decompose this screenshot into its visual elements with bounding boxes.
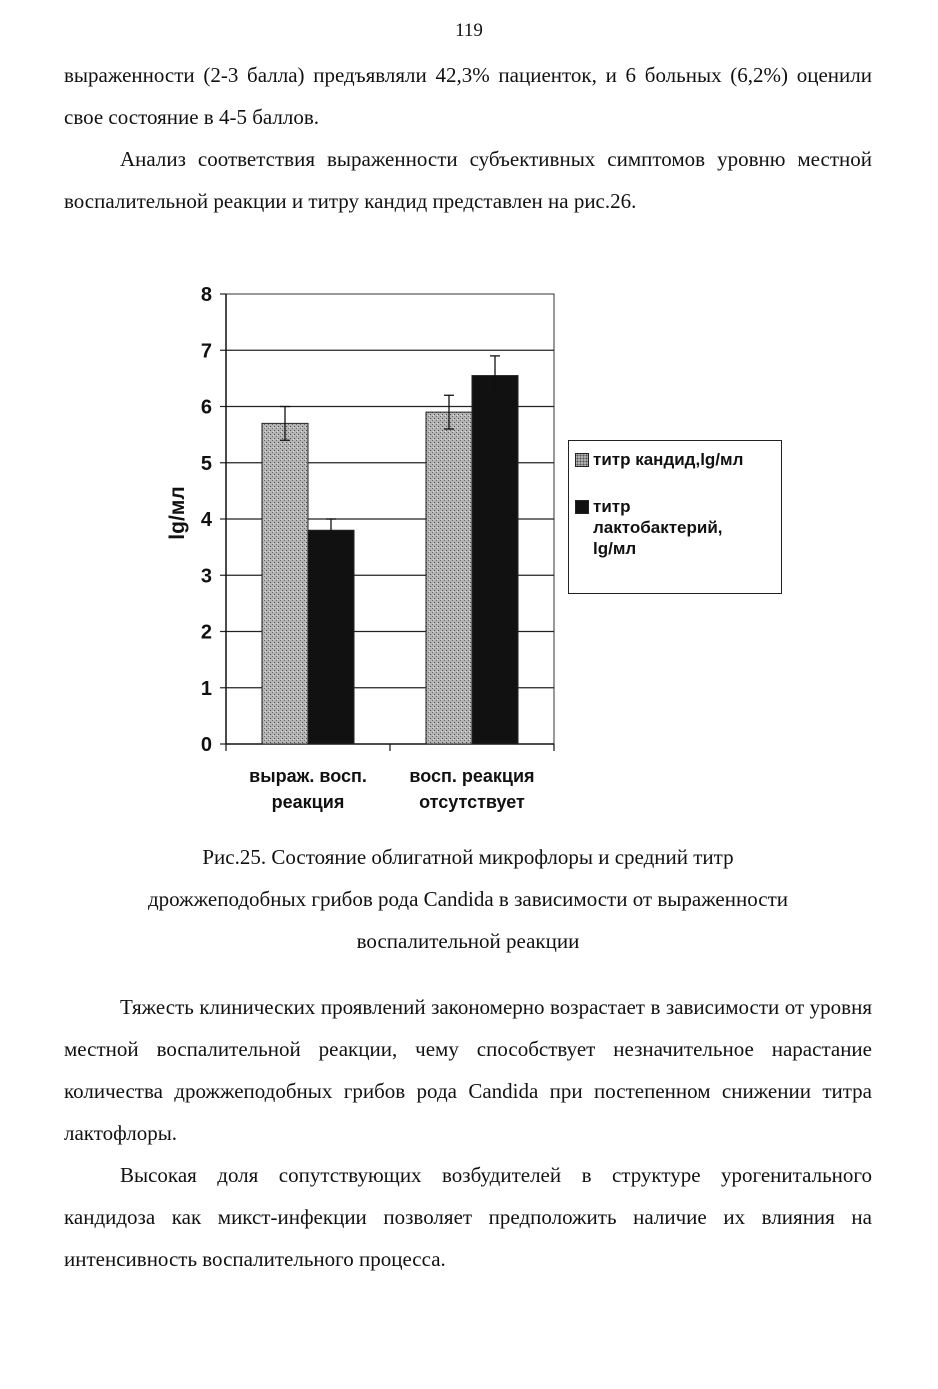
legend-swatch-candida xyxy=(575,453,589,467)
paragraph-share xyxy=(64,1154,872,1280)
y-tick-label: 3 xyxy=(200,565,212,588)
y-tick-label: 5 xyxy=(200,452,212,475)
x-category-label: выраж. восп. xyxy=(249,766,367,786)
x-category-label: реакция xyxy=(271,792,345,812)
figure-caption xyxy=(64,836,872,962)
figure-chart xyxy=(150,270,800,830)
y-axis-label: lg/мл xyxy=(166,486,189,540)
bar-lacto xyxy=(472,376,518,744)
paragraph-analysis xyxy=(64,138,872,222)
legend-item-candida xyxy=(575,449,775,470)
caption-line-2: дрожжеподобных грибов рода Candida в зависимости от выраженности xyxy=(148,887,788,911)
bar-candida xyxy=(262,423,308,744)
bar-lacto xyxy=(308,530,354,744)
legend-label-lacto-line-2: лактобактерий, xyxy=(593,518,723,537)
y-tick-label: 0 xyxy=(200,734,212,756)
paragraph-severity xyxy=(64,986,872,1154)
paragraph-share-text: Высокая доля сопутствующих возбудителей в структуре урогенитального кандидоза как микст-инфекции позволяет предположить наличие их влияния на интенсивность воспалительного процесса. xyxy=(64,1163,872,1271)
legend-item-lacto xyxy=(575,496,775,559)
legend-label-lacto-line-1: титр xyxy=(593,497,631,516)
chart-legend xyxy=(568,440,782,594)
y-tick-label: 7 xyxy=(200,340,212,363)
legend-label-lacto xyxy=(593,496,723,559)
y-tick-label: 4 xyxy=(200,509,212,531)
y-tick-label: 2 xyxy=(200,621,212,644)
y-tick-label: 8 xyxy=(200,284,212,306)
y-tick-label: 1 xyxy=(200,677,212,700)
paragraph-analysis-text: Анализ соответствия выраженности субъективных симптомов уровню местной воспалительной реакции и титру кандид представлен на рис.26. xyxy=(64,147,872,213)
bar-candida xyxy=(426,412,472,744)
page-number: 119 xyxy=(455,20,483,41)
paragraph-top-text: выраженности (2-3 балла) предъявляли 42,3% пациенток, и 6 больных (6,2%) оценили свое состояние в 4-5 баллов. xyxy=(64,63,872,129)
paragraph-top xyxy=(64,54,872,138)
x-category-label: восп. реакция xyxy=(409,766,535,786)
y-tick-label: 6 xyxy=(200,396,212,419)
caption-line-1: Рис.25. Состояние облигатной микрофлоры и средний титр xyxy=(202,845,734,869)
legend-label-lacto-line-3: lg/мл xyxy=(593,539,637,558)
x-category-label: отсутствует xyxy=(419,792,525,812)
caption-line-3: воспалительной реакции xyxy=(356,929,580,953)
paragraph-severity-text: Тяжесть клинических проявлений закономерно возрастает в зависимости от уровня местной воспалительной реакции, чему способствует незначительное нарастание количества дрожжеподобных грибов рода Candida при постепенном снижении титра лактофлоры. xyxy=(64,995,872,1145)
legend-swatch-lacto xyxy=(575,500,589,514)
legend-label-candida: титр кандид,lg/мл xyxy=(593,450,744,469)
